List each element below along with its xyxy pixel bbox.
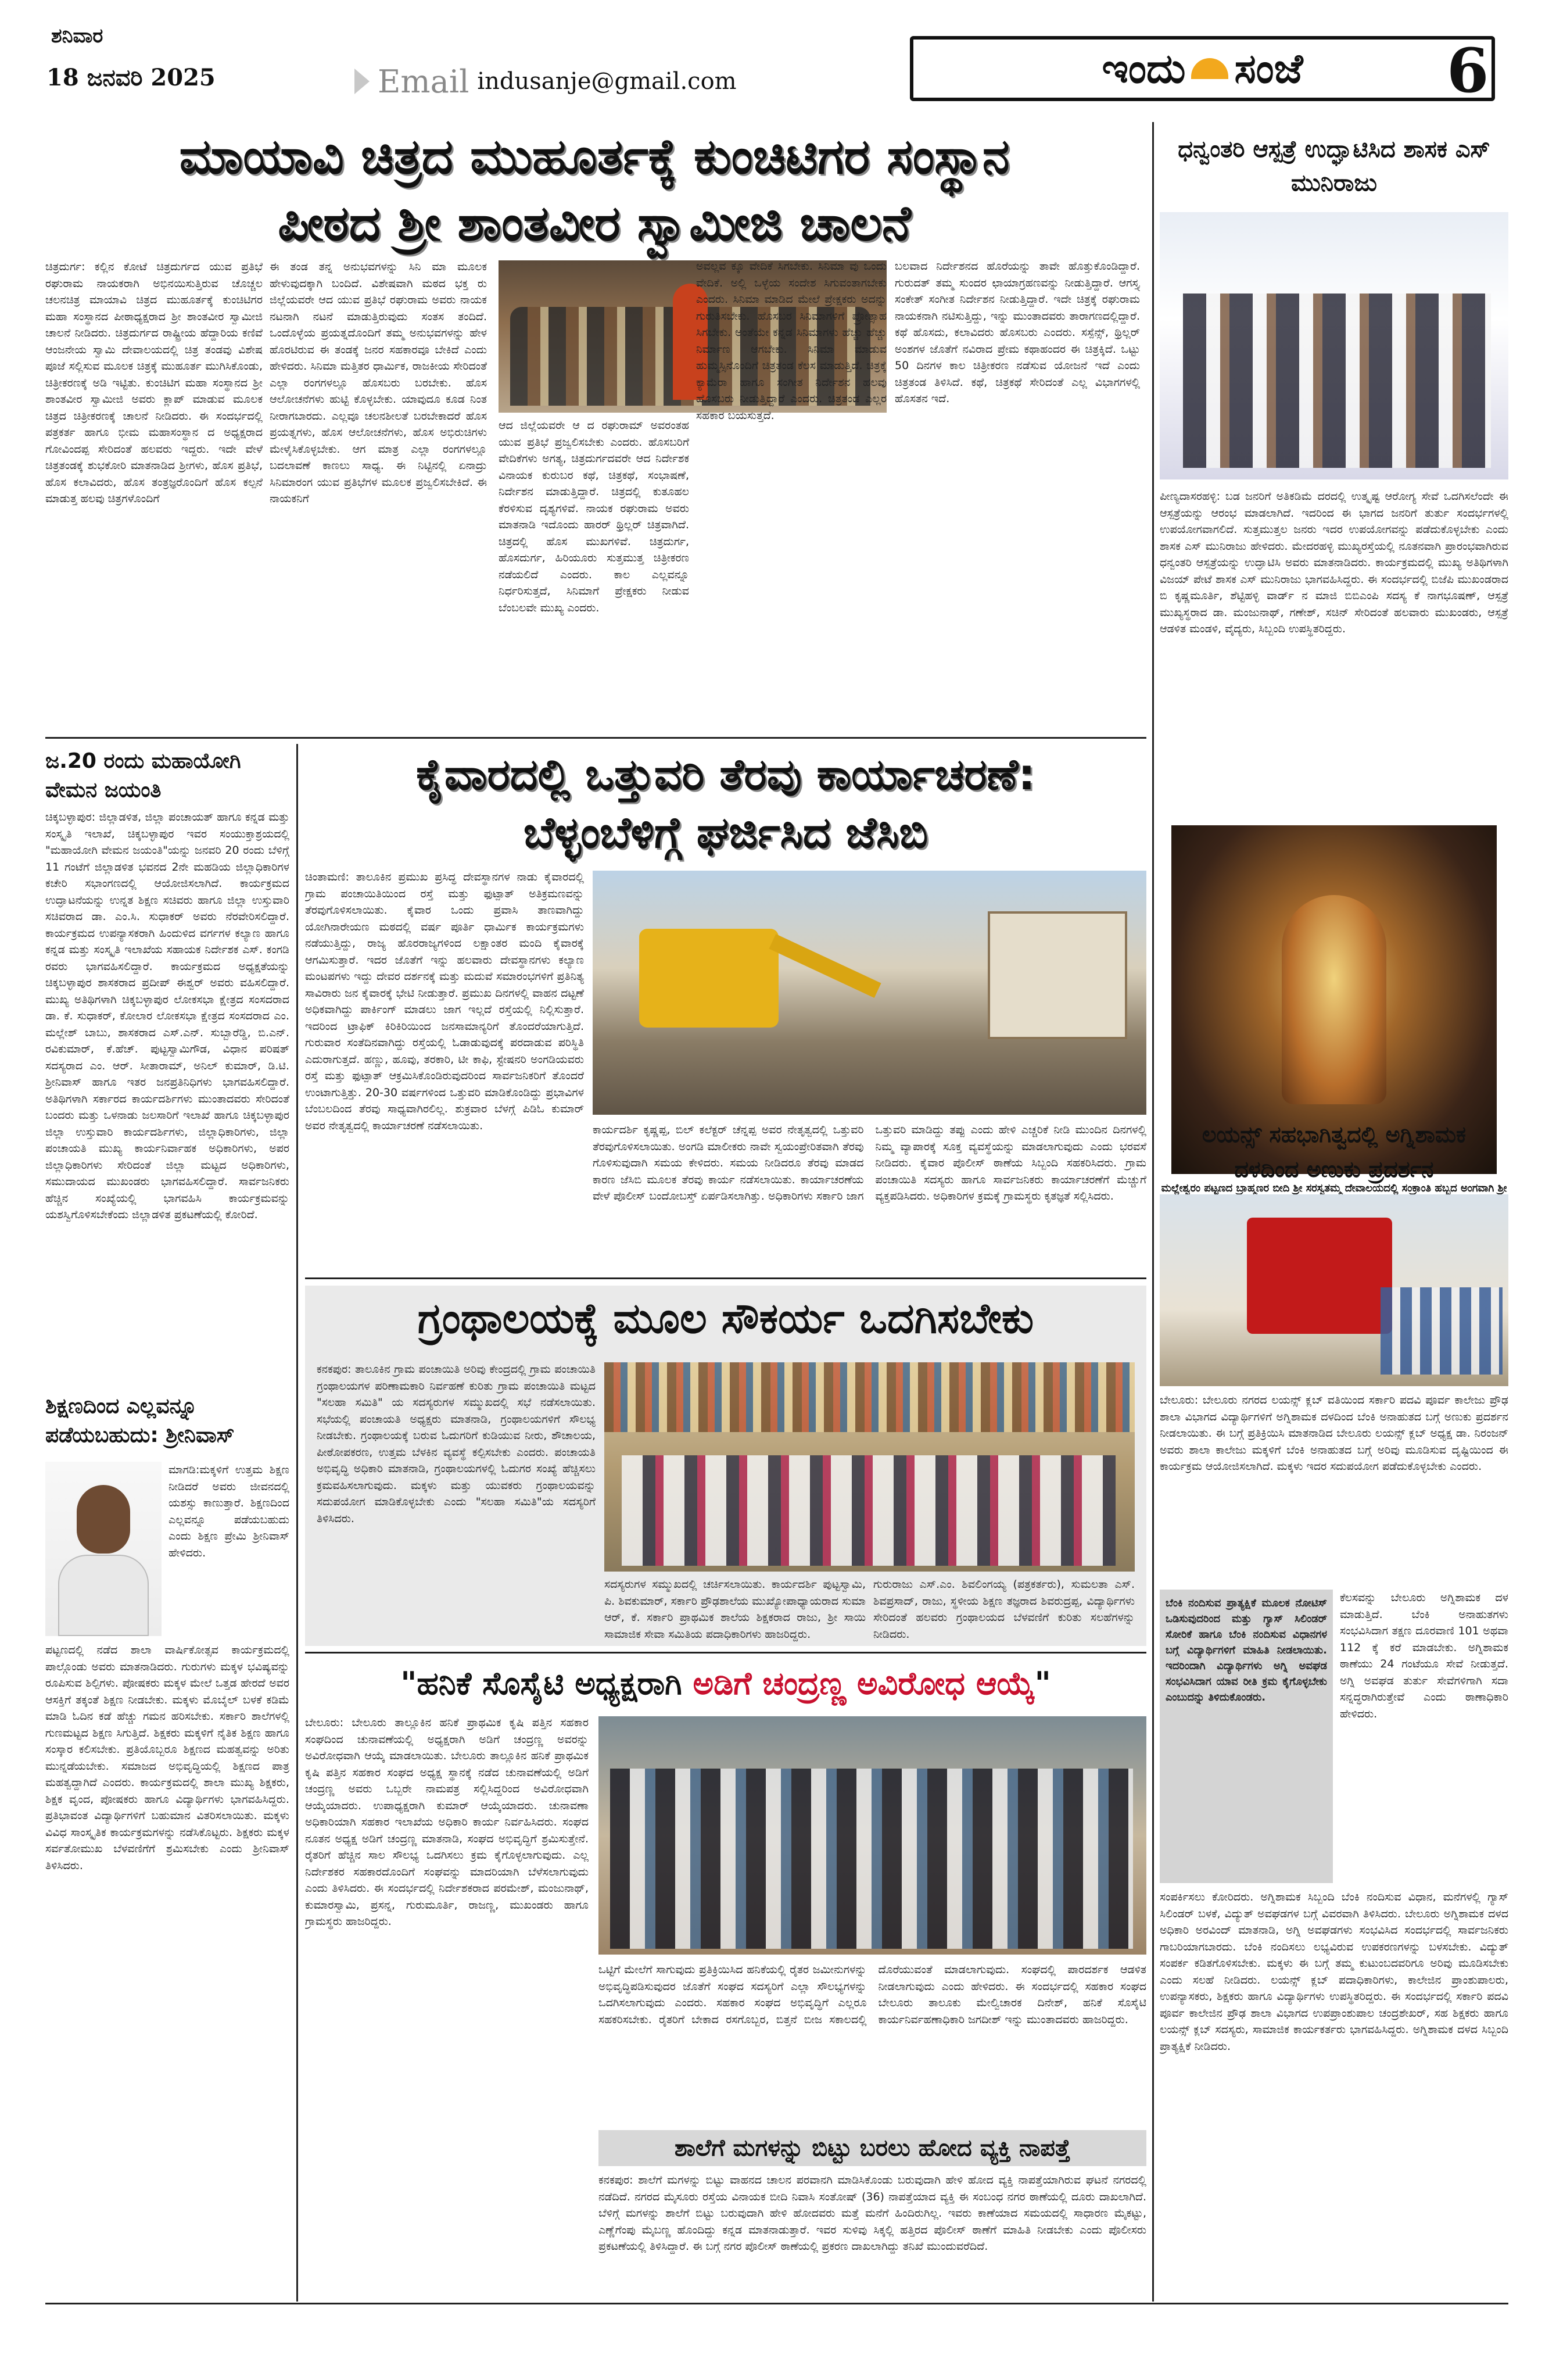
jcb-demolition-photo (593, 871, 1146, 1115)
felicitation-people (610, 1769, 1133, 1949)
headline-line-2: ಪೀಠದ ಶ್ರೀ ಶಾಂತವೀರ ಸ್ವಾಮೀಜಿ ಚಾಲನೆ (278, 195, 911, 252)
students-group (1381, 1287, 1503, 1375)
article-library (305, 1286, 1146, 1646)
library-body-left: ಕನಕಪುರ: ತಾಲೂಕಿನ ಗ್ರಾಮ ಪಂಚಾಯಿತಿ ಅರಿವು ಕೇಂದ್ರದಲ್ಲಿ ಗ್ರಾಮ ಪಂಚಾಯಿತಿ ಗ್ರಂಥಾಲಯಗಳ ಪರಿಣಾಮಕಾರಿ ನಿರ್ವಹಣೆ ಕುರಿತು ಗ್ರಾಮ ಪಂಚಾಯಿತಿ ಮಟ್ಟದ "ಸಲಹಾ ಸಮಿತಿ" ಯ ಸದಸ್ಯರುಗಳ ಸಮ್ಮುಖದಲ್ಲಿ ಸಭೆ ನಡೆಸಲಾಯಿತು. ಸಭೆಯಲ್ಲಿ ಪಂಚಾಯತಿ ಅಧ್ಯಕ್ಷರು ಮಾತನಾಡಿ, ಗ್ರಂಥಾಲಯಗಳಿಗೆ ಸೌಲಭ್ಯ ನೀಡಬೇಕು. ಗ್ರಂಥಾಲಯಕ್ಕೆ ಬರುವ ಓದುಗರಿಗೆ ಕುಡಿಯುವ ನೀರು, ಶೌಚಾಲಯ, ಪೀಠೋಪಕರಣ, ಉತ್ತಮ ಬೆಳಕಿನ ವ್ಯವಸ್ಥೆ ಕಲ್ಪಿಸಬೇಕು ಎಂದರು. ಪಂಚಾಯತಿ ಅಭಿವೃದ್ಧಿ ಅಧಿಕಾರಿ ಮಾತನಾಡಿ, ಗ್ರಂಥಾಲಯಗಳಲ್ಲಿ ಓದುಗರ ಸಂಖ್ಯೆ ಹೆಚ್ಚಿಸಲು ಕ್ರಮವಹಿಸಲಾಗುವುದು. ಮಕ್ಕಳು ಮತ್ತು ಯುವಕರು ಗ್ರಂಥಾಲಯವನ್ನು ಸದುಪಯೋಗ ಮಾಡಿಕೊಳ್ಳಬೇಕು ಎಂದು "ಸಲಹಾ ಸಮಿತಿ"ಯ ಸದಸ್ಯರಿಗೆ ತಿಳಿಸಿದರು. (317, 1363, 596, 1525)
lions-body: ಬೇಲೂರು: ಬೇಲೂರು ನಗರದ ಲಯನ್ಸ್ ಕ್ಲಬ್ ವತಿಯಿಂದ ಸರ್ಕಾರಿ ಪದವಿ ಪೂರ್ವ ಕಾಲೇಜು ಪ್ರೌಢ ಶಾಲಾ ವಿಭಾಗದ ವಿದ್ಯಾರ್ಥಿಗಳಿಗೆ ಅಗ್ನಿಶಾಮಕ ದಳದಿಂದ ಬೆಂಕಿ ಅನಾಹುತದ ಬಗ್ಗೆ ಅಣುಕು ಪ್ರದರ್ಶನ ನೀಡಲಾಯಿತು. ಈ ಬಗ್ಗೆ ಪ್ರತಿಕ್ರಿಯಿಸಿ ಮಾತನಾಡಿದ ಬೇಲೂರು ಲಯನ್ಸ್ ಕ್ಲಬ್ ಅಧ್ಯಕ್ಷ ಡಾ. ನಿರಂಜನ್ ಅವರು ಶಾಲಾ ಕಾಲೇಜು ಮಕ್ಕಳಿಗೆ ಬೆಂಕಿ ಅನಾಹುತದ ಬಗ್ಗೆ ಅರಿವು ಮೂಡಿಸುವ ದೃಷ್ಟಿಯಿಂದ ಈ ಕಾರ್ಯಕ್ರಮ ಆಯೋಜಿಸಲಾಗಿದೆ. ಮಕ್ಕಳು ಇದರ ಸದುಪಯೋಗ ಪಡೆದುಕೊಳ್ಳಬೇಕು ಎಂದರು. (1160, 1394, 1508, 1473)
hanike-headline-part-1: "ಹನಿಕೆ ಸೊಸೈಟಿ ಅಧ್ಯಕ್ಷರಾಗಿ (400, 1665, 693, 1702)
kaivara-headline-line-1: ಕೈವಾರದಲ್ಲಿ ಒತ್ತುವರಿ ತೆರವು ಕಾರ್ಯಾಚರಣೆ: (416, 750, 1035, 800)
page-number: 6 (1447, 35, 1489, 106)
hanike-headline-part-2: ಅಡಿಗೆ ಚಂದ್ರಣ್ಣ ಅವಿರೋಧ ಆಯ್ಕೆ (693, 1665, 1035, 1702)
article-vemana (45, 744, 289, 1389)
article-hanike (305, 1659, 1146, 2124)
masthead (0, 0, 1556, 110)
dhanvantari-headline: ಧನ್ವಂತರಿ ಆಸ್ಪತ್ರೆ ಉದ್ಘಾಟಿಸಿದ ಶಾಸಕ ಎಸ್ ಮುನಿರಾಜು (1178, 136, 1490, 196)
masthead-date: 18 ಜನವರಿ 2025 (46, 64, 216, 91)
email-block (354, 64, 737, 99)
email-label: Email (378, 63, 469, 100)
srinivas-headline: ಶಿಕ್ಷಣದಿಂದ ಎಲ್ಲವನ್ನೂ ಪಡೆಯಬಹುದು: ಶ್ರೀನಿವಾಸ್ (45, 1394, 235, 1448)
portrait-body (58, 1555, 149, 1636)
jcb-shape (639, 929, 779, 1028)
sun-icon (1191, 58, 1228, 79)
horizontal-divider-3 (305, 1652, 1146, 1654)
kaivara-headline-line-2: ಬೆಳ್ಳಂಬೆಳಿಗ್ಗೆ ಘರ್ಜಿಸಿದ ಜೆಸಿಬಿ (523, 808, 928, 858)
lions-body-2: ಸಂಪರ್ಕಿಸಲು ಕೋರಿದರು. ಅಗ್ನಿಶಾಮಕ ಸಿಬ್ಬಂದಿ ಬೆಂಕಿ ನಂದಿಸುವ ವಿಧಾನ, ಮನೆಗಳಲ್ಲಿ ಗ್ಯಾಸ್ ಸಿಲಿಂಡರ್ ಬಳಕೆ, ವಿದ್ಯುತ್ ಅವಘಡಗಳ ಬಗ್ಗೆ ವಿವರವಾಗಿ ತಿಳಿಸಿದರು. ಬೇಲೂರು ಅಗ್ನಿಶಾಮಕ ದಳದ ಅಧಿಕಾರಿ ಅರವಿಂದ್ ಮಾತನಾಡಿ, ಅಗ್ನಿ ಅವಘಡಗಳು ಸಂಭವಿಸಿದ ಸಂದರ್ಭದಲ್ಲಿ ಸಾರ್ವಜನಿಕರು ಗಾಬರಿಯಾಗಬಾರದು. ಬೆಂಕಿ ನಂದಿಸಲು ಲಭ್ಯವಿರುವ ಉಪಕರಣಗಳನ್ನು ಬಳಸಬೇಕು. ವಿದ್ಯುತ್ ಸಂಪರ್ಕ ಕಡಿತಗೊಳಿಸಬೇಕು. ಮಕ್ಕಳು ಈ ಬಗ್ಗೆ ತಮ್ಮ ಕುಟುಂಬದವರಿಗೂ ಅರಿವು ಮೂಡಿಸಬೇಕು ಎಂದು ಸಲಹೆ ನೀಡಿದರು. ಲಯನ್ಸ್ ಕ್ಲಬ್ ಪದಾಧಿಕಾರಿಗಳು, ಕಾಲೇಜಿನ ಪ್ರಾಂಶುಪಾಲರು, ಉಪನ್ಯಾಸಕರು, ಶಿಕ್ಷಕರು ಹಾಗೂ ವಿದ್ಯಾರ್ಥಿಗಳು ಉಪಸ್ಥಿತರಿದ್ದರು. ಈ ಸಂದರ್ಭದಲ್ಲಿ ಸರ್ಕಾರಿ ಪದವಿ ಪೂರ್ವ ಕಾಲೇಜಿನ ಪ್ರೌಢ ಶಾಲಾ ವಿಭಾಗದ ಉಪಪ್ರಾಂಶುಪಾಲ ಚಂದ್ರಶೇಖರ್, ಸಹ ಶಿಕ್ಷಕರು ಹಾಗೂ ಲಯನ್ಸ್ ಕ್ಲಬ್ ಸದಸ್ಯರು, ಸಾಮಾಜಿಕ ಕಾರ್ಯಕರ್ತರು ಭಾಗವಹಿಸಿದ್ದರು. ಅಗ್ನಿಶಾಮಕ ದಳದ ಸಿಬ್ಬಂದಿ ಪ್ರಾತ್ಯಕ್ಷಿಕೆ ನೀಡಿದರು. (1160, 1891, 1508, 2053)
portrait-head (77, 1485, 130, 1554)
email-address[interactable]: indusanje@gmail.com (477, 68, 737, 95)
bookshelf (604, 1362, 1135, 1432)
article-column-4: ಅವಲ್ಲವ ಕ್ಕೂ ವೇದಿಕೆ ಸಿಗಬೇಕು. ಸಿನಿಮಾ ವು ಒಂದು ವೇದಿಕೆ. ಅಲ್ಲಿ ಒಳ್ಳೆಯ ಸಂದೇಶ ಸಿಗುವಂತಾಗಬೇಕು ಎಂದರು. ಸಿನಿಮಾ ಮಾಡಿದ ಮೇಲೆ ಪ್ರೇಕ್ಷಕರು ಅದನ್ನು ಗುರುತಿಸಬೇಕು. ಹೊಸಬರ ಸಿನಿಮಾಗಳಿಗೆ ಪ್ರೋತ್ಸಾಹ ಸಿಗಬೇಕು. ಅಂತೆಯೇ ಕನ್ನಡ ಸಿನಿಮಾಗಳು ಹೆಚ್ಚು ಹೆಚ್ಚು ನಿರ್ಮಾಣ ಆಗಬೇಕು. ಸಿನಿಮಾ ಮಾಡುವ ಹುಮ್ಮಸ್ಸಿನೊಂದಿಗೆ ಚಿತ್ರತಂಡ ಕೆಲಸ ಮಾಡುತ್ತಿದೆ. ಚಿತ್ರಕ್ಕೆ ಕ್ಯಾಮೆರಾ ಹಾಗೂ ಸಂಗೀತ ನಿರ್ದೇಶನ ಹಲವು ಹೊಸಬರು ನೀಡುತ್ತಿದ್ದಾರೆ ಎಂದರು. ಚಿತ್ರತಂಡ ಎಲ್ಲರ ಸಹಕಾರ ಬಯಸುತ್ತದೆ. (696, 260, 887, 422)
srinivas-body: ಪಟ್ಟಣದಲ್ಲಿ ನಡೆದ ಶಾಲಾ ವಾರ್ಷಿಕೋತ್ಸವ ಕಾರ್ಯಕ್ರಮದಲ್ಲಿ ಪಾಲ್ಗೊಂಡು ಅವರು ಮಾತನಾಡಿದರು. ಗುರುಗಳು ಮಕ್ಕಳ ಭವಿಷ್ಯವನ್ನು ರೂಪಿಸುವ ಶಿಲ್ಪಿಗಳು. ಪೋಷಕರು ಮಕ್ಕಳ ಮೇಲೆ ಒತ್ತಡ ಹೇರದೆ ಅವರ ಆಸಕ್ತಿಗೆ ತಕ್ಕಂತೆ ಶಿಕ್ಷಣ ನೀಡಬೇಕು. ಮಕ್ಕಳು ಮೊಬೈಲ್ ಬಳಕೆ ಕಡಿಮೆ ಮಾಡಿ ಓದಿನ ಕಡೆ ಹೆಚ್ಚು ಗಮನ ಹರಿಸಬೇಕು. ಸರ್ಕಾರಿ ಶಾಲೆಗಳಲ್ಲಿ ಗುಣಮಟ್ಟದ ಶಿಕ್ಷಣ ಸಿಗುತ್ತಿದೆ. ಶಿಕ್ಷಕರು ಮಕ್ಕಳಿಗೆ ನೈತಿಕ ಶಿಕ್ಷಣ ಹಾಗೂ ಸಂಸ್ಕಾರ ಕಲಿಸಬೇಕು. ಪ್ರತಿಯೊಬ್ಬರೂ ಶಿಕ್ಷಣದ ಮಹತ್ವವನ್ನು ಅರಿತು ಮುನ್ನಡೆಯಬೇಕು. ಸಮಾಜದ ಅಭಿವೃದ್ಧಿಯಲ್ಲಿ ಶಿಕ್ಷಣದ ಪಾತ್ರ ಮಹತ್ವದ್ದಾಗಿದೆ ಎಂದರು. ಕಾರ್ಯಕ್ರಮದಲ್ಲಿ ಶಾಲಾ ಮುಖ್ಯ ಶಿಕ್ಷಕರು, ಶಿಕ್ಷಕ ವೃಂದ, ಪೋಷಕರು ಹಾಗೂ ವಿದ್ಯಾರ್ಥಿಗಳು ಭಾಗವಹಿಸಿದ್ದರು. ಪ್ರತಿಭಾವಂತ ವಿದ್ಯಾರ್ಥಿಗಳಿಗೆ ಬಹುಮಾನ ವಿತರಿಸಲಾಯಿತು. ಮಕ್ಕಳು ವಿವಿಧ ಸಾಂಸ್ಕೃತಿಕ ಕಾರ್ಯಕ್ರಮಗಳನ್ನು ನಡೆಸಿಕೊಟ್ಟರು. ಶಿಕ್ಷಕರು ಮಕ್ಕಳ ಸರ್ವತೋಮುಖ ಬೆಳವಣಿಗೆಗೆ ಶ್ರಮಿಸಬೇಕು ಎಂದು ಶ್ರೀನಿವಾಸ್ ತಿಳಿಸಿದರು. (45, 1644, 289, 1872)
article-column-5: ಬಲವಾದ ನಿರ್ದೇಶನದ ಹೊರೆಯನ್ನು ತಾವೇ ಹೊತ್ತುಕೊಂಡಿದ್ದಾರೆ. ಗುರುದತ್ ತಮ್ಮ ಸುಂದರ ಛಾಯಾಗ್ರಹಣವನ್ನು ನೀಡುತ್ತಿದ್ದಾರೆ. ಆಗಸ್ತ್ಯ ಸಂಕೇತ್ ಸಂಗೀತ ನಿರ್ದೇಶನ ನೀಡುತ್ತಿದ್ದಾರೆ. ಇದೇ ಚಿತ್ರಕ್ಕೆ ರಘುರಾಮ ನಾಯಕನಾಗಿ ನಟಿಸುತ್ತಿದ್ದು, ಇನ್ನು ಮುಂತಾದವರು ತಾರಾಗಣದಲ್ಲಿದ್ದಾರೆ. ಕಥೆ ಹೊಸದು, ಕಲಾವಿದರು ಹೊಸಬರು ಎಂದರು. ಸಸ್ಪೆನ್ಸ್, ಥ್ರಿಲ್ಲರ್ ಅಂಶಗಳ ಜೊತೆಗೆ ನವಿರಾದ ಪ್ರೇಮ ಕಥಾಹಂದರ ಈ ಚಿತ್ರಕ್ಕಿದೆ. ಒಟ್ಟು 50 ದಿನಗಳ ಕಾಲ ಚಿತ್ರೀಕರಣ ನಡೆಸುವ ಯೋಜನೆ ಇದೆ ಎಂದು ಚಿತ್ರತಂಡ ತಿಳಿಸಿದೆ. ಕಥೆ, ಚಿತ್ರಕಥೆ ಸೇರಿದಂತೆ ಎಲ್ಲ ವಿಭಾಗಗಳಲ್ಲಿ ಹೊಸತನ ಇದೆ. (895, 260, 1140, 405)
hanike-headline-part-3: " (1034, 1665, 1051, 1702)
article-srinivas (45, 1392, 289, 2299)
srinivas-portrait (45, 1462, 162, 1636)
vertical-divider-right (1152, 122, 1154, 2302)
article-missing (598, 2130, 1146, 2299)
library-meeting-photo (604, 1362, 1135, 1572)
kaivara-body-mid: ಕಾರ್ಯದರ್ಶಿ ಕೃಷ್ಣಪ್ಪ, ಬಿಲ್ ಕಲೆಕ್ಟರ್ ಚೆನ್ನಪ್ಪ ಅವರ ನೇತೃತ್ವದಲ್ಲಿ ಒತ್ತುವರಿ ತೆರವುಗೊಳಿಸಲಾಯಿತು. ಅಂಗಡಿ ಮಾಲೀಕರು ನಾವೇ ಸ್ವಯಂಪ್ರೇರಿತವಾಗಿ ತೆರವು ಗೊಳಿಸುವುದಾಗಿ ಸಮಯ ಕೇಳಿದರು. ಸಮಯ ನೀಡಿದರೂ ತೆರವು ಮಾಡದ ಕಾರಣ ಜೆಸಿಬಿ ಮೂಲಕ ತೆರವು ಕಾರ್ಯ ನಡೆಸಲಾಯಿತು. ಕಾರ್ಯಾಚರಣೆಯ ವೇಳೆ ಪೊಲೀಸ್ ಬಂದೋಬಸ್ತ್ ಏರ್ಪಡಿಸಲಾಗಿತ್ತು. ಅಧಿಕಾರಿಗಳು ಸರ್ಕಾರಿ ಜಾಗ ಒತ್ತುವರಿ ಮಾಡಿದ್ದು ತಪ್ಪು ಎಂದು ಹೇಳಿ ಎಚ್ಚರಿಕೆ ನೀಡಿ ಮುಂದಿನ ದಿನಗಳಲ್ಲಿ ನಿಮ್ಮ ವ್ಯಾಪಾರಕ್ಕೆ ಸೂಕ್ತ ವ್ಯವಸ್ಥೆಯನ್ನು ಮಾಡಲಾಗುವುದು ಎಂದು ಭರವಸೆ ನೀಡಿದರು. ಕೈವಾರ ಪೊಲೀಸ್ ಠಾಣೆಯ ಸಿಬ್ಬಂದಿ ಸಹಕರಿಸಿದರು. ಗ್ರಾಮ ಪಂಚಾಯಿತಿ ಸದಸ್ಯರು ಹಾಗೂ ಸಾರ್ವಜನಿಕರು ಕಾರ್ಯಾಚರಣೆಗೆ ಮೆಚ್ಚುಗೆ ವ್ಯಕ್ತಪಡಿಸಿದರು. ಅಧಿಕಾರಿಗಳ ಕ್ರಮಕ್ಕೆ ಗ್ರಾಮಸ್ಥರು ಕೃತಜ್ಞತೆ ಸಲ್ಲಿಸಿದರು. (593, 1123, 1146, 1202)
library-headline: ಗ್ರಂಥಾಲಯಕ್ಕೆ ಮೂಲ ಸೌಕರ್ಯ ಒದಗಿಸಬೇಕು (417, 1294, 1034, 1343)
masthead-day: ಶನಿವಾರ (51, 24, 103, 48)
lions-highlight-box (1160, 1590, 1333, 1883)
srinivas-body-right: ಮಾಗಡಿ:ಮಕ್ಕಳಿಗೆ ಉತ್ತಮ ಶಿಕ್ಷಣ ನೀಡಿದರೆ ಅವರು ಜೀವನದಲ್ಲಿ ಯಶಸ್ಸು ಕಾಣುತ್ತಾರೆ. ಶಿಕ್ಷಣದಿಂದ ಎಲ್ಲವನ್ನೂ ಪಡೆಯಬಹುದು ಎಂದು ಶಿಕ್ಷಣ ಪ್ರೇಮಿ ಶ್ರೀನಿವಾಸ್ ಹೇಳಿದರು. (168, 1463, 289, 1559)
paper-name-left: ಇಂದು (1102, 44, 1186, 92)
library-caption-right: ಗುರುರಾಜು ಎಸ್.ಎಂ. ಶಿವಲಿಂಗಯ್ಯ (ಪತ್ರಕರ್ತರು), ಸುಮಲತಾ ಎಸ್. ಶಿವಪ್ರಸಾದ್, ರಾಜು, ಸ್ಥಳೀಯ ಶಿಕ್ಷಣ ತಜ್ಞರಾದ ಶಿವರುದ್ರಪ್ಪ, ವಿದ್ಯಾರ್ಥಿಗಳು ಸೇರಿದಂತೆ ಹಲವರು ಗ್ರಂಥಾಲಯದ ಬೆಳವಣಿಗೆ ಕುರಿತು ಸಲಹೆಗಳನ್ನು ನೀಡಿದರು. (873, 1578, 1135, 1641)
kaivara-body-left: ಚಿಂತಾಮಣಿ: ತಾಲೂಕಿನ ಪ್ರಮುಖ ಪ್ರಸಿದ್ಧ ದೇವಸ್ಥಾನಗಳ ನಾಡು ಕೈವಾರದಲ್ಲಿ ಗ್ರಾಮ ಪಂಚಾಯಿತಿಯಿಂದ ರಸ್ತೆ ಮತ್ತು ಫುಟ್ಪಾತ್ ಅತಿಕ್ರಮಣವನ್ನು ತೆರವುಗೊಳಿಸಲಾಯಿತು. ಕೈವಾರ ಒಂದು ಪ್ರವಾಸಿ ತಾಣವಾಗಿದ್ದು ಯೋಗಿನಾರೇಯಣ ಮಠದಲ್ಲಿ ವರ್ಷ ಪೂರ್ತಿ ಧಾರ್ಮಿಕ ಕಾರ್ಯಕ್ರಮಗಳು ನಡೆಯುತ್ತಿದ್ದು, ರಾಜ್ಯ ಹೊರರಾಜ್ಯಗಳಿಂದ ಲಕ್ಷಾಂತರ ಮಂದಿ ಕೈವಾರಕ್ಕೆ ಆಗಮಿಸುತ್ತಾರೆ. ಇದರ ಜೊತೆಗೆ ಇನ್ನು ಹಲವಾರು ದೇವಸ್ಥಾನಗಳು ಕಲ್ಯಾಣ ಮಂಟಪಗಳು ಇದ್ದು ದೇವರ ದರ್ಶನಕ್ಕೆ ಮತ್ತು ಮದುವೆ ಸಮಾರಂಭಗಳಿಗೆ ಪ್ರತಿನಿತ್ಯ ಸಾವಿರಾರು ಜನ ಕೈವಾರಕ್ಕೆ ಭೇಟಿ ನೀಡುತ್ತಾರೆ. ಪ್ರಮುಖ ದಿನಗಳಲ್ಲಿ ವಾಹನ ದಟ್ಟಣೆ ಅಧಿಕವಾಗಿದ್ದು ಪಾರ್ಕಿಂಗ್ ಮಾಡಲು ಜಾಗ ಇಲ್ಲದೆ ರಸ್ತೆಯಲ್ಲಿ ನಿಲ್ಲಿಸುತ್ತಾರೆ. ಇದರಿಂದ ಟ್ರಾಫಿಕ್ ಕಿರಿಕಿರಿಯಿಂದ ಜನಸಾಮಾನ್ಯರಿಗೆ ತೊಂದರೆಯಾಗುತ್ತಿದೆ. ಗುರುವಾರ ಸಂತೆದಿನವಾಗಿದ್ದು ರಸ್ತೆಯಲ್ಲಿ ಓಡಾಡುವುದಕ್ಕೆ ಪರದಾಡುವ ಪರಿಸ್ಥಿತಿ ಎದುರಾಗುತ್ತದೆ. ಹಣ್ಣು, ಹೂವು, ತರಕಾರಿ, ಟೀ ಕಾಫಿ, ಸ್ಟೇಷನರಿ ಅಂಗಡಿಯವರು ರಸ್ತೆ ಮತ್ತು ಫುಟ್ಪಾತ್ ಆಕ್ರಮಿಸಿಕೊಂಡಿರುವುದರಿಂದ ಸಾರ್ವಜನಿಕರಿಗೆ ತೊಂದರೆ ಉಂಟಾಗುತ್ತಿತ್ತು. 20-30 ವರ್ಷಗಳಿಂದ ಒತ್ತುವರಿ ಮಾಡಿಕೊಂಡಿದ್ದು ಪ್ರಭಾವಿಗಳ ಬೆಂಬಲದಿಂದ ತೆರವು ಸಾಧ್ಯವಾಗಿರಲಿಲ್ಲ. ಶುಕ್ರವಾರ ಬೆಳಗ್ಗೆ ಪಿಡಿಓ ಕುಮಾರ್ ಅವರ ನೇತೃತ್ವದಲ್ಲಿ ಕಾರ್ಯಾಚರಣೆ ನಡೆಸಲಾಯಿತು. (305, 871, 584, 1132)
hospital-inauguration-photo (1160, 212, 1508, 479)
lions-headline-line-2: ದಳದಿಂದ ಅಣುಕು ಪ್ರದರ್ಶನ (1234, 1157, 1434, 1182)
bottom-rule (45, 2303, 1508, 2304)
article-kaivara (305, 744, 1146, 1276)
vemana-body: ಚಿಕ್ಕಬಳ್ಳಾಪುರ: ಜಿಲ್ಲಾಡಳಿತ, ಜಿಲ್ಲಾ ಪಂಚಾಯತ್ ಹಾಗೂ ಕನ್ನಡ ಮತ್ತು ಸಂಸ್ಕೃತಿ ಇಲಾಖೆ, ಚಿಕ್ಕಬಳ್ಳಾಪುರ ಇವರ ಸಂಯುಕ್ತಾಶ್ರಯದಲ್ಲಿ "ಮಹಾಯೋಗಿ ವೇಮನ ಜಯಂತಿ"ಯನ್ನು ಜನವರಿ 20 ರಂದು ಬೆಳಿಗ್ಗೆ 11 ಗಂಟೆಗೆ ಜಿಲ್ಲಾಡಳಿತ ಭವನದ 2ನೇ ಮಹಡಿಯ ಜಿಲ್ಲಾಧಿಕಾರಿಗಳ ಕಚೇರಿ ಸಭಾಂಗಣದಲ್ಲಿ ಆಯೋಜಿಸಲಾಗಿದೆ. ಕಾರ್ಯಕ್ರಮದ ಉದ್ಘಾಟನೆಯನ್ನು ಉನ್ನತ ಶಿಕ್ಷಣ ಸಚಿವರು ಹಾಗೂ ಜಿಲ್ಲಾ ಉಸ್ತುವಾರಿ ಸಚಿವರಾದ ಡಾ. ಎಂ.ಸಿ. ಸುಧಾಕರ್ ಅವರು ನೆರವೇರಿಸಲಿದ್ದಾರೆ. ಕಾರ್ಯಕ್ರಮದ ಉಪನ್ಯಾಸಕರಾಗಿ ಹಿಂದುಳಿದ ವರ್ಗಗಳ ಕಲ್ಯಾಣ ಹಾಗೂ ಕನ್ನಡ ಮತ್ತು ಸಂಸ್ಕೃತಿ ಇಲಾಖೆಯ ಸಹಾಯಕ ನಿರ್ದೇಶಕ ಎಸ್. ಕಂಗಡಿ ರವರು ಭಾಗವಹಿಸಲಿದ್ದಾರೆ. ಕಾರ್ಯಕ್ರಮದ ಅಧ್ಯಕ್ಷತೆಯನ್ನು ಚಿಕ್ಕಬಳ್ಳಾಪುರ ಶಾಸಕರಾದ ಪ್ರದೀಪ್ ಈಶ್ವರ್ ಅವರು ವಹಿಸಲಿದ್ದಾರೆ. ಮುಖ್ಯ ಅತಿಥಿಗಳಾಗಿ ಚಿಕ್ಕಬಳ್ಳಾಪುರ ಲೋಕಸಭಾ ಕ್ಷೇತ್ರದ ಸಂಸದರಾದ ಡಾ. ಕೆ. ಸುಧಾಕರ್, ಕೋಲಾರ ಲೋಕಸಭಾ ಕ್ಷೇತ್ರದ ಸಂಸದರಾದ ಎಂ. ಮಲ್ಲೇಶ್ ಬಾಬು, ಶಾಸಕರಾದ ಎಸ್.ಎನ್. ಸುಬ್ಬಾರೆಡ್ಡಿ, ಬಿ.ಎನ್. ರವಿಕುಮಾರ್, ಕೆ.ಹೆಚ್. ಪುಟ್ಟಸ್ವಾಮಿಗೌಡ, ವಿಧಾನ ಪರಿಷತ್ ಸದಸ್ಯರಾದ ಎಂ. ಆರ್. ಸೀತಾರಾಮ್, ಅನಿಲ್ ಕುಮಾರ್, ಡಿ.ಟಿ. ಶ್ರೀನಿವಾಸ್ ಹಾಗೂ ಇತರ ಜನಪ್ರತಿನಿಧಿಗಳು ಭಾಗವಹಿಸಲಿದ್ದಾರೆ. ಅತಿಥಿಗಳಾಗಿ ಸರ್ಕಾರದ ಕಾರ್ಯದರ್ಶಿಗಳು ಮುಂತಾದವರು ಸೇರಿದಂತೆ ಬಂದರು ಮತ್ತು ಒಳನಾಡು ಜಲಸಾರಿಗೆ ಇಲಾಖೆ ಹಾಗೂ ಚಿಕ್ಕಬಳ್ಳಾಪುರ ಜಿಲ್ಲಾ ಉಸ್ತುವಾರಿ ಕಾರ್ಯದರ್ಶಿಗಳು, ಜಿಲ್ಲಾಧಿಕಾರಿಗಳು, ಜಿಲ್ಲಾ ಪಂಚಾಯತಿ ಮುಖ್ಯ ಕಾರ್ಯನಿರ್ವಾಹಕ ಅಧಿಕಾರಿಗಳು, ಅಪರ ಜಿಲ್ಲಾಧಿಕಾರಿಗಳು ಸೇರಿದಂತೆ ಜಿಲ್ಲಾ ಮಟ್ಟದ ಅಧಿಕಾರಿಗಳು, ಸಮುದಾಯದ ಮುಖಂಡರು ಭಾಗವಹಿಸಲಿದ್ದಾರೆ. ಸಾರ್ವಜನಿಕರು ಹೆಚ್ಚಿನ ಸಂಖ್ಯೆಯಲ್ಲಿ ಭಾಗವಹಿಸಿ ಕಾರ್ಯಕ್ರಮವನ್ನು ಯಶಸ್ವಿಗೊಳಿಸಬೇಕೆಂದು ಜಿಲ್ಲಾಡಳಿತ ಪ್ರಕಟಣೆಯಲ್ಲಿ ಕೋರಿದೆ. (45, 811, 289, 1221)
horizontal-divider-2 (305, 1277, 1146, 1279)
people-group (1183, 294, 1491, 468)
article-column-1: ಚಿತ್ರದುರ್ಗ: ಕಲ್ಲಿನ ಕೋಟೆ ಚಿತ್ರದುರ್ಗದ ಯುವ ಪ್ರತಿಭೆ ರಘುರಾಮ ನಾಯಕರಾಗಿ ಅಭಿನಯಿಸುತ್ತಿರುವ ಚೊಚ್ಚಲ ಚಲನಚಿತ್ರ ಮಾಯಾವಿ ಚಿತ್ರದ ಮುಹೂರ್ತಕ್ಕೆ ಕುಂಚಿಟಿಗರ ಮಹಾ ಸಂಸ್ಥಾನದ ಪೀಠಾಧ್ಯಕ್ಷರಾದ ಶ್ರೀ ಶಾಂತವೀರ ಸ್ವಾಮೀಜಿ ಚಾಲನೆ ನೀಡಿದರು. ಚಿತ್ರದುರ್ಗದ ರಾಷ್ಟ್ರೀಯ ಹೆದ್ದಾರಿಯ ಕಣಿವೆ ಆಂಜನೇಯ ಸ್ವಾಮಿ ದೇವಾಲಯದಲ್ಲಿ ಚಿತ್ರ ತಂಡವು ವಿಶೇಷ ಪೂಜೆ ಸಲ್ಲಿಸುವ ಮೂಲಕ ಚಿತ್ರಕ್ಕೆ ಮುಹೂರ್ತ ಮುಗಿಸಿಕೊಂಡು, ಚಿತ್ರೀಕರಣಕ್ಕೆ ಅಡಿ ಇಟ್ಟಿತು. ಕುಂಚಿಟಿಗ ಮಹಾ ಸಂಸ್ಥಾನದ ಶ್ರೀ ಶಾಂತವೀರ ಸ್ವಾಮೀಜಿ ಅವರು ಕ್ಲಾಪ್ ಮಾಡುವ ಮೂಲಕ ಚಿತ್ರದ ಚಿತ್ರೀಕರಣಕ್ಕೆ ಚಾಲನೆ ನೀಡಿದರು. ಈ ಸಂದರ್ಭದಲ್ಲಿ ಪತ್ರಕರ್ತ ಹಾಗೂ ಭೀಮ ಮಹಾಸಂಸ್ಥಾನ ದ ಅಧ್ಯಕ್ಷರಾದ ಗೋವಿಂದಪ್ಪ ಸೇರಿದಂತೆ ಹಲವರು ಇದ್ದರು. ಇದೇ ವೇಳೆ ಚಿತ್ರತಂಡಕ್ಕೆ ಶುಭಕೋರಿ ಮಾತನಾಡಿದ ಶ್ರೀಗಳು, ಹೊಸ ಪ್ರತಿಭೆ, ಹೊಸ ಕಲಾವಿದರು, ಹೊಸ ತಂತ್ರಜ್ಞರೊಂದಿಗೆ ಹೊಸ ಕಲ್ಪನೆ ಮಾಡುತ್ತ ಹಲವು ಚಿತ್ರಗಳೊಂದಿಗೆ (45, 260, 263, 505)
article-column-2: ಈ ತಂಡ ತನ್ನ ಅನುಭವಗಳನ್ನು ಸಿನಿ ಮಾ ಮೂಲಕ ಹೇಳುವುದಕ್ಕಾಗಿ ಬಂದಿದೆ. ವಿಶೇಷವಾಗಿ ಮಠದ ಭಕ್ತ ರು ಜಿಲ್ಲೆಯವರೇ ಆದ ಯುವ ಪ್ರತಿಭೆ ರಘುರಾಮ ಅವರು ನಾಯಕ ನಟನಾಗಿ ನಟನೆ ಮಾಡುತ್ತಿರುವುದು ಸಂತಸ ತಂದಿದೆ. ಒಂದೊಳ್ಳೆಯ ಪ್ರಯತ್ನದೊಂದಿಗೆ ತಮ್ಮ ಅನುಭವಗಳನ್ನು ಹೇಳ ಹೊರಟಿರುವ ಈ ತಂಡಕ್ಕೆ ಜನರ ಸಹಕಾರವೂ ಬೇಕಿದೆ ಎಂದು ಹೇಳಿದರು. ಸಿನಿಮಾ ಮತ್ತಿತರ ಧಾರ್ಮಿಕ, ರಾಜಕೀಯ ಸೇರಿದಂತೆ ಎಲ್ಲಾ ರಂಗಗಳಲ್ಲೂ ಹೊಸಬರು ಬರಬೇಕು. ಹೊಸ ಆಲೋಚನೆಗಳು ಹುಟ್ಟಿ ಕೊಳ್ಳಬೇಕು. ಯಾವುದೂ ಕೂಡ ನಿಂತ ನೀರಾಗಬಾರದು. ಎಲ್ಲವೂ ಚಲನಶೀಲತೆ ಬರಬೇಕಾದರೆ ಹೊಸ ಪ್ರಯತ್ನಗಳು, ಹೊಸ ಆಲೋಚನೆಗಳು, ಹೊಸ ಅಭಿರುಚಿಗಳು ಮೇಳೈಸಿಕೊಳ್ಳಬೇಕು. ಆಗ ಮಾತ್ರ ಎಲ್ಲಾ ರಂಗಗಳಲ್ಲೂ ಬದಲಾವಣೆ ಕಾಣಲು ಸಾಧ್ಯ. ಈ ನಿಟ್ಟಿನಲ್ಲಿ ಏನಾದ್ರು ಸಿನಿಮಾರಂಗ ಯುವ ಪ್ರತಿಭೆಗಳ ಮೂಲಕ ಪ್ರಜ್ವಲಿಸಬೇಕಿದೆ. ಈ ನಾಯಕನಿಗೆ (270, 260, 487, 505)
headline-line-1: ಮಾಯಾವಿ ಚಿತ್ರದ ಮುಹೂರ್ತಕ್ಕೆ ಕುಂಚಿಟಿಗರ ಸಂಸ್ಥಾನ (179, 128, 1010, 185)
missing-body: ಕನಕಪುರ: ಶಾಲೆಗೆ ಮಗಳನ್ನು ಬಿಟ್ಟು ವಾಹನದ ಚಾಲನ ಪರವಾನಗಿ ಮಾಡಿಸಿಕೊಂಡು ಬರುವುದಾಗಿ ಹೇಳಿ ಹೋದ ವ್ಯಕ್ತಿ ನಾಪತ್ತೆಯಾಗಿರುವ ಘಟನೆ ನಗರದಲ್ಲಿ ನಡೆದಿದೆ. ನಗರದ ಮೈಸೂರು ರಸ್ತೆಯ ವಿನಾಯಕ ಬೀದಿ ನಿವಾಸಿ ಸಂತೋಷ್ (36) ನಾಪತ್ತೆಯಾದ ವ್ಯಕ್ತಿ ಈ ಸಂಬಂಧ ನಗರ ಠಾಣೆಯಲ್ಲಿ ದೂರು ದಾಖಲಾಗಿದೆ. ಬೆಳಿಗ್ಗೆ ಮಗಳನ್ನು ಶಾಲೆಗೆ ಬಿಟ್ಟು ಬರುವುದಾಗಿ ಹೇಳಿ ಹೋದವರು ಮತ್ತೆ ಮನೆಗೆ ಹಿಂದಿರುಗಿಲ್ಲ. ಇವರು ಕಾಣೆಯಾದ ಸಮಯದಲ್ಲಿ ಸಾಧಾರಣ ಮೈಕಟ್ಟು, ಎಣ್ಣೆಗೆಂಪು ಮೈಬಣ್ಣ ಹೊಂದಿದ್ದು ಕನ್ನಡ ಮಾತನಾಡುತ್ತಾರೆ. ಇವರ ಸುಳಿವು ಸಿಕ್ಕಲ್ಲಿ ಹತ್ತಿರದ ಪೊಲೀಸ್ ಠಾಣೆಗೆ ಮಾಹಿತಿ ನೀಡಬೇಕು ಎಂದು ಪೊಲೀಸರು ಪ್ರಕಟಣೆಯಲ್ಲಿ ತಿಳಿಸಿದ್ದಾರೆ. ಈ ಬಗ್ಗೆ ನಗರ ಪೊಲೀಸ್ ಠಾಣೆಯಲ್ಲಿ ಪ್ರಕರಣ ದಾಖಲಾಗಿದ್ದು ತನಿಖೆ ಮುಂದುವರೆದಿದೆ. (598, 2174, 1146, 2253)
horizontal-divider-1 (45, 737, 1146, 739)
shop-building (988, 911, 1127, 1039)
article-lions-fire (1160, 1119, 1508, 2299)
lions-headline-line-1: ಲಯನ್ಸ್ ಸಹಭಾಗಿತ್ವದಲ್ಲಿ ಅಗ್ನಿಶಾಮಕ (1202, 1122, 1467, 1147)
library-caption-left: ಸದಸ್ಯರುಗಳ ಸಮ್ಮುಖದಲ್ಲಿ ಚರ್ಚಿಸಲಾಯಿತು. ಕಾರ್ಯದರ್ಶಿ ಪುಟ್ಟಸ್ವಾಮಿ, ಪಿ. ಶಿವಕುಮಾರ್, ಸರ್ಕಾರಿ ಪ್ರೌಢಶಾಲೆಯ ಮುಖ್ಯೋಪಾಧ್ಯಾಯರಾದ ಸುಮಾ ಆರ್, ಕೆ. ಸರ್ಕಾರಿ ಪ್ರಾಥಮಿಕ ಶಾಲೆಯ ಶಿಕ್ಷಕರಾದ ರಾಜು, ಶ್ರೀ ಸಾಯಿ ಸಾಮಾಜಿಕ ಸೇವಾ ಸಮಿತಿಯ ಪದಾಧಿಕಾರಿಗಳು ಹಾಜರಿದ್ದರು. (604, 1578, 866, 1641)
hanike-body-right: ಒಟ್ಟಿಗೆ ಮೇಲೆಗೆ ಸಾಗುವುದು ಪ್ರತಿಕ್ರಿಯಿಸಿದ ಹನಿಕೆಯಲ್ಲಿ ರೈತರ ಜಮೀನುಗಳನ್ನು ಅಭಿವೃದ್ಧಿಪಡಿಸುವುದರ ಜೊತೆಗೆ ಸಂಘದ ಸದಸ್ಯರಿಗೆ ಎಲ್ಲಾ ಸೌಲಭ್ಯಗಳನ್ನು ಒದಗಿಸಲಾಗುವುದು ಎಂದರು. ಸಹಕಾರ ಸಂಘದ ಅಭಿವೃದ್ಧಿಗೆ ಎಲ್ಲರೂ ಸಹಕರಿಸಬೇಕು. ರೈತರಿಗೆ ಬೇಕಾದ ರಸಗೊಬ್ಬರ, ಬಿತ್ತನೆ ಬೀಜ ಸಕಾಲದಲ್ಲಿ ದೊರೆಯುವಂತೆ ಮಾಡಲಾಗುವುದು. ಸಂಘದಲ್ಲಿ ಪಾರದರ್ಶಕ ಆಡಳಿತ ನೀಡಲಾಗುವುದು ಎಂದು ಹೇಳಿದರು. ಈ ಸಂದರ್ಭದಲ್ಲಿ ಸಹಕಾರ ಸಂಘದ ಬೇಲೂರು ತಾಲೂಕು ಮೇಲ್ವಿಚಾರಕ ದಿನೇಶ್, ಹನಿಕೆ ಸೊಸೈಟಿ ಕಾರ್ಯನಿರ್ವಹಣಾಧಿಕಾರಿ ಜಗದೀಶ್ ಇನ್ನು ಮುಂತಾದವರು ಹಾಜರಿದ್ದರು. (598, 1963, 1146, 2026)
fire-drill-photo (1160, 1194, 1508, 1386)
lions-highlight-text: ಬೆಂಕಿ ನಂದಿಸುವ ಪ್ರಾತ್ಯಕ್ಷಿಕೆ ಮೂಲಕ ನೋಟಿಸ್ ಒಡಿಸುವುದರಿಂದ ಮತ್ತು ಗ್ಯಾಸ್ ಸಿಲಿಂಡರ್ ಸೋರಿಕೆ ಹಾಗೂ ಬೆಂಕಿ ನಂದಿಸುವ ವಿಧಾನಗಳ ಬಗ್ಗೆ ವಿದ್ಯಾರ್ಥಿಗಳಿಗೆ ಮಾಹಿತಿ ನೀಡಲಾಯಿತು. ಇದರಿಂದಾಗಿ ವಿದ್ಯಾರ್ಥಿಗಳು ಅಗ್ನಿ ಅವಘಡ ಸಂಭವಿಸಿದಾಗ ಯಾವ ರೀತಿ ಕ್ರಮ ಕೈಗೊಳ್ಳಬೇಕು ಎಂಬುದನ್ನು ತಿಳಿದುಕೊಂಡರು. (1166, 1597, 1327, 1703)
meeting-people (622, 1455, 1116, 1566)
hanike-felicitation-photo (598, 1716, 1146, 1955)
chevron-right-icon (354, 69, 370, 94)
paper-name-right: ಸಂಜೆ (1234, 44, 1303, 92)
vertical-divider-left (296, 744, 298, 2302)
fire-truck (1247, 1218, 1392, 1334)
vemana-headline: ಜ.20 ರಂದು ಮಹಾಯೋಗಿ ವೇಮನ ಜಯಂತಿ (45, 749, 241, 803)
paper-logo (910, 36, 1495, 101)
hanike-body-left: ಬೇಲೂರು: ಬೇಲೂರು ತಾಲ್ಲೂಕಿನ ಹನಿಕೆ ಪ್ರಾಥಮಿಕ ಕೃಷಿ ಪತ್ತಿನ ಸಹಕಾರ ಸಂಘದಿಂದ ಚುನಾವಣೆಯಲ್ಲಿ ಅಧ್ಯಕ್ಷರಾಗಿ ಅಡಿಗೆ ಚಂದ್ರಣ್ಣ ಅವರನ್ನು ಅವಿರೋಧವಾಗಿ ಆಯ್ಕೆ ಮಾಡಲಾಯಿತು. ಬೇಲೂರು ತಾಲ್ಲೂಕಿನ ಹನಿಕೆ ಪ್ರಾಥಮಿಕ ಕೃಷಿ ಪತ್ತಿನ ಸಹಕಾರ ಸಂಘದ ಅಧ್ಯಕ್ಷ ಸ್ಥಾನಕ್ಕೆ ನಡೆದ ಚುನಾವಣೆಯಲ್ಲಿ ಅಡಿಗೆ ಚಂದ್ರಣ್ಣ ಅವರು ಒಬ್ಬರೇ ನಾಮಪತ್ರ ಸಲ್ಲಿಸಿದ್ದರಿಂದ ಅವಿರೋಧವಾಗಿ ಆಯ್ಕೆಯಾದರು. ಉಪಾಧ್ಯಕ್ಷರಾಗಿ ಕುಮಾರ್ ಆಯ್ಕೆಯಾದರು. ಚುನಾವಣಾ ಅಧಿಕಾರಿಯಾಗಿ ಸಹಕಾರ ಇಲಾಖೆಯ ಅಧಿಕಾರಿ ಕಾರ್ಯ ನಿರ್ವಹಿಸಿದರು. ಸಂಘದ ನೂತನ ಅಧ್ಯಕ್ಷ ಅಡಿಗೆ ಚಂದ್ರಣ್ಣ ಮಾತನಾಡಿ, ಸಂಘದ ಅಭಿವೃದ್ಧಿಗೆ ಶ್ರಮಿಸುತ್ತೇನೆ. ರೈತರಿಗೆ ಹೆಚ್ಚಿನ ಸಾಲ ಸೌಲಭ್ಯ ಒದಗಿಸಲು ಕ್ರಮ ಕೈಗೊಳ್ಳಲಾಗುವುದು. ಎಲ್ಲ ನಿರ್ದೇಶಕರ ಸಹಕಾರದೊಂದಿಗೆ ಸಂಘವನ್ನು ಮಾದರಿಯಾಗಿ ಬೆಳೆಸಲಾಗುವುದು ಎಂದು ತಿಳಿಸಿದರು. ಈ ಸಂದರ್ಭದಲ್ಲಿ ನಿರ್ದೇಶಕರಾದ ಪರಮೇಶ್, ಮಂಜುನಾಥ್, ಕುಮಾರಸ್ವಾಮಿ, ಪ್ರಸನ್ನ, ಗುರುಮೂರ್ತಿ, ರಾಜಣ್ಣ, ಮುಖಂಡರು ಹಾಗೂ ಗ್ರಾಮಸ್ಥರು ಹಾಜರಿದ್ದರು. (305, 1716, 589, 1928)
dhanvantari-body: ಪೀಣ್ಯದಾಸರಹಳ್ಳಿ: ಬಡ ಜನರಿಗೆ ಅತಿಕಡಿಮೆ ದರದಲ್ಲಿ ಉತ್ಕೃಷ್ಟ ಆರೋಗ್ಯ ಸೇವೆ ಒದಗಿಸಲೆಂದೇ ಈ ಆಸ್ಪತ್ರೆಯನ್ನು ಆರಂಭ ಮಾಡಲಾಗಿದೆ. ಇದರಿಂದ ಈ ಭಾಗದ ಜನರಿಗೆ ತುರ್ತು ಸಂದರ್ಭಗಳಲ್ಲಿ ಉಪಯೋಗವಾಗಲಿದೆ. ಸುತ್ತಮುತ್ತಲ ಜನರು ಇದರ ಉಪಯೋಗವನ್ನು ಪಡೆದುಕೊಳ್ಳಬೇಕು ಎಂದು ಶಾಸಕ ಎಸ್ ಮುನಿರಾಜು ಹೇಳಿದರು. ಮೇದರಹಳ್ಳಿ ಮುಖ್ಯರಸ್ತೆಯಲ್ಲಿ ನೂತನವಾಗಿ ಪ್ರಾರಂಭವಾಗಿರುವ ಧನ್ವಂತರಿ ಆಸ್ಪತ್ರೆಯನ್ನು ಉದ್ಘಾಟಿಸಿ ಅವರು ಮಾತನಾಡಿದರು. ಕಾರ್ಯಕ್ರಮದಲ್ಲಿ ಮುಖ್ಯ ಅತಿಥಿಗಳಾಗಿ ವಿಜಯ್ ಪೇಟೆ ಶಾಸಕ ಎಸ್ ಮುನಿರಾಜು ಭಾಗವಹಿಸಿದ್ದರು. ಈ ಸಂದರ್ಭದಲ್ಲಿ ಬಿಜೆಪಿ ಮುಖಂಡರಾದ ಬಿ ಕೃಷ್ಣಮೂರ್ತಿ, ಶೆಟ್ಟಿಹಳ್ಳಿ ವಾರ್ಡ್ ನ ಮಾಜಿ ಬಿಬಿಎಂಪಿ ಸದಸ್ಯ ಕೆ ನಾಗಭೂಷಣ್, ಆಸ್ಪತ್ರೆ ಮುಖ್ಯಸ್ಥರಾದ ಡಾ. ಮಂಜುನಾಥ್, ಗಣೇಶ್, ಸಚಿನ್ ಸೇರಿದಂತೆ ಹಲವಾರು ಮುಖಂಡರು, ಆಸ್ಪತ್ರೆ ಆಡಳಿತ ಮಂಡಳಿ, ವೈದ್ಯರು, ಸಿಬ್ಬಂದಿ ಉಪಸ್ಥಿತರಿದ್ದರು. (1160, 490, 1508, 635)
lions-body-side: ಕೆಲಸವನ್ನು ಬೇಲೂರು ಅಗ್ನಿಶಾಮಕ ದಳ ಮಾಡುತ್ತಿದೆ. ಬೆಂಕಿ ಅನಾಹುತಗಳು ಸಂಭವಿಸಿದಾಗ ತಕ್ಷಣ ದೂರವಾಣಿ 101 ಅಥವಾ 112 ಕ್ಕೆ ಕರೆ ಮಾಡಬೇಕು. ಅಗ್ನಿಶಾಮಕ ಠಾಣೆಯು 24 ಗಂಟೆಯೂ ಸೇವೆ ನೀಡುತ್ತದೆ. ಅಗ್ನಿ ಅವಘಡ ತುರ್ತು ಸೇವೆಗಳಿಗಾಗಿ ಸದಾ ಸನ್ನದ್ಧರಾಗಿರುತ್ತೇವೆ ಎಂದು ಠಾಣಾಧಿಕಾರಿ ಹೇಳಿದರು. (1340, 1591, 1508, 1720)
deity-photo-caption: ಮಲ್ಲೇಶ್ವರಂ ಪಟ್ಟಣದ ಬ್ರಾಹ್ಮಣರ ಬೀದಿ ಶ್ರೀ ಸರಸ್ವತಮ್ಮ ದೇವಾಲಯದಲ್ಲಿ ಸಂಕ್ರಾಂತಿ ಹಬ್ಬದ ಅಂಗವಾಗಿ ಶ್ರೀ (1161, 1182, 1507, 1194)
missing-headline: ಶಾಲೆಗೆ ಮಗಳನ್ನು ಬಿಟ್ಟು ಬರಲು ಹೋದ ವ್ಯಕ್ತಿ ನಾಪತ್ತೆ (598, 2130, 1146, 2166)
jcb-arm (769, 934, 881, 998)
article-mayavi (45, 122, 1143, 732)
hanike-headline (305, 1665, 1146, 1702)
article-column-3: ಆದ ಜಿಲ್ಲೆಯವರೇ ಆ ದ ರಘುರಾಮ್ ಅವರಂತಹ ಯುವ ಪ್ರತಿಭೆ ಪ್ರಜ್ವಲಿಸಬೇಕು ಎಂದರು. ಹೊಸಬರಿಗೆ ವೇದಿಕೆಗಳು ಅಗತ್ಯ, ಚಿತ್ರದುರ್ಗದವರೇ ಆದ ನಿರ್ದೇಶಕ ವಿನಾಯಕ ಕುರುಬರ ಕಥೆ, ಚಿತ್ರಕಥೆ, ಸಂಭಾಷಣೆ, ನಿರ್ದೇಶನ ಮಾಡುತ್ತಿದ್ದಾರೆ. ಚಿತ್ರದಲ್ಲಿ ಕುತೂಹಲ ಕೆರಳಿಸುವ ದೃಶ್ಯಗಳಿವೆ. ನಾಯಕ ರಘುರಾಮ ಅವರು ಮಾತನಾಡಿ ಇದೊಂದು ಹಾರರ್ ಥ್ರಿಲ್ಲರ್ ಚಿತ್ರವಾಗಿದೆ. ಚಿತ್ರದಲ್ಲಿ ಹೊಸ ಮುಖಗಳಿವೆ. ಚಿತ್ರದುರ್ಗ, ಹೊಸದುರ್ಗ, ಹಿರಿಯೂರು ಸುತ್ತಮುತ್ತ ಚಿತ್ರೀಕರಣ ನಡೆಯಲಿದೆ ಎಂದರು. ಕಾಲ ಎಲ್ಲವನ್ನೂ ನಿರ್ಧರಿಸುತ್ತದೆ, ಸಿನಿಮಾಗೆ ಪ್ರೇಕ್ಷಕರು ನೀಡುವ ಬೆಂಬಲವೇ ಮುಖ್ಯ ಎಂದರು. (499, 419, 689, 614)
deity-idol (1282, 895, 1386, 1104)
